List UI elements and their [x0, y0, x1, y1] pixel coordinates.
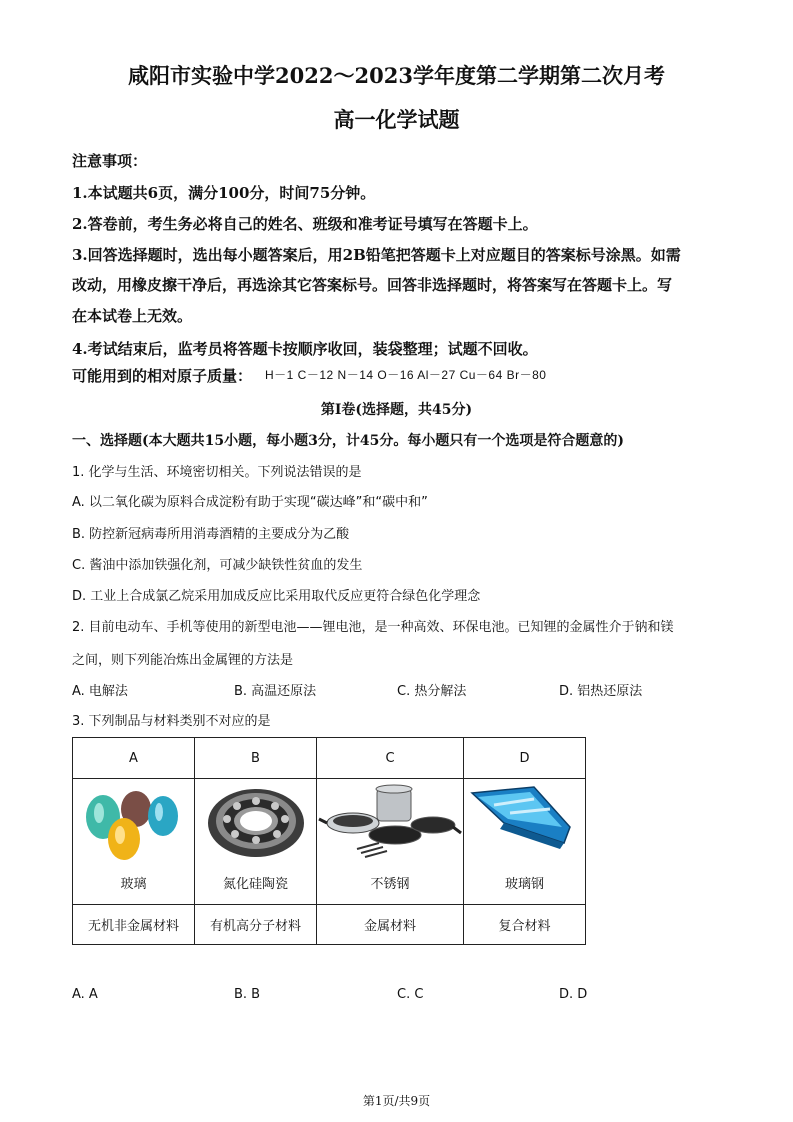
q2-option-b: B. 高温还原法 — [234, 684, 317, 699]
notice-item-3: 3.回答选择题时，选出每小题答案后，用2B铅笔把答题卡上对应题目的答案标号涂黑。如需 — [72, 246, 681, 264]
section-choice: 一、选择题(本大题共15小题，每小题3分，计45分。每小题只有一个选项是符合题意的) — [72, 433, 624, 449]
q1-option-c: C. 酱油中添加铁强化剂，可减少缺铁性贫血的发生 — [72, 558, 363, 573]
q2-option-d: D. 铝热还原法 — [559, 684, 643, 699]
part1-title: 第I卷(选择题，共45分) — [320, 402, 473, 418]
cell-glass — [73, 779, 195, 905]
boat-image — [464, 783, 585, 863]
material-inorganic: 无机非金属材料 — [73, 905, 195, 945]
notice-item-3-cont: 改动，用橡皮擦干净后，再选涂其它答案标号。回答非选择题时，将答案写在答题卡上。写 — [72, 276, 673, 294]
notice-heading: 注意事项： — [72, 152, 148, 170]
bearing-image — [195, 783, 316, 863]
glass-vases-image — [73, 783, 194, 863]
product-glass: 玻璃 — [120, 877, 147, 892]
materials-table — [72, 737, 586, 945]
q1-option-b: B. 防控新冠病毒所用消毒酒精的主要成分为乙酸 — [72, 527, 350, 542]
product-steel: 不锈钢 — [370, 877, 410, 892]
exam-subject: 高一化学试题 — [333, 107, 460, 132]
header-d: D — [464, 738, 586, 779]
q3-stem: 3. 下列制品与材料类别不对应的是 — [72, 714, 271, 729]
q1-stem: 1. 化学与生活、环境密切相关。下列说法错误的是 — [72, 465, 362, 480]
cookware-image — [317, 783, 463, 863]
notice-item-1: 1.本试题共6页，满分100分，时间75分钟。 — [72, 184, 376, 202]
header-a: A — [73, 738, 195, 779]
material-polymer: 有机高分子材料 — [195, 905, 317, 945]
q3-option-d: D. D — [559, 987, 588, 1002]
product-ceramic: 氮化硅陶瓷 — [222, 877, 288, 892]
atomic-mass-label: 可能用到的相对原子质量： — [72, 367, 253, 385]
header-c: C — [317, 738, 464, 779]
q3-option-c: C. C — [397, 987, 424, 1002]
cell-frp — [464, 779, 586, 905]
notice-item-4: 4.考试结束后，监考员将答题卡按顺序收回，装袋整理；试题不回收。 — [72, 340, 538, 358]
material-metal: 金属材料 — [317, 905, 464, 945]
q1-option-d: D. 工业上合成氯乙烷采用加成反应比采用取代反应更符合绿色化学理念 — [72, 589, 481, 604]
q3-option-a: A. A — [72, 987, 98, 1002]
q3-option-b: B. B — [234, 987, 261, 1002]
exam-title: 咸阳市实验中学2022～2023学年度第二学期第二次月考 — [128, 63, 665, 88]
page-footer: 第1页/共9页 — [362, 1094, 431, 1108]
q2-option-c: C. 热分解法 — [397, 684, 467, 699]
cell-steel — [317, 779, 464, 905]
q2-stem-line1: 2. 目前电动车、手机等使用的新型电池——锂电池，是一种高效、环保电池。已知锂的金属性介于钠和镁 — [72, 620, 674, 635]
cell-ceramic — [195, 779, 317, 905]
q2-stem-line2: 之间，则下列能冶炼出金属锂的方法是 — [72, 653, 294, 668]
q1-option-a: A. 以二氧化碳为原料合成淀粉有助于实现“碳达峰”和“碳中和” — [72, 495, 428, 510]
atomic-mass-values: H－1 C－12 N－14 O－16 Al－27 Cu－64 Br－80 — [265, 368, 547, 382]
notice-item-2: 2.答卷前，考生务必将自己的姓名、班级和准考证号填写在答题卡上。 — [72, 215, 538, 233]
product-frp: 玻璃钢 — [504, 877, 544, 892]
material-composite: 复合材料 — [464, 905, 586, 945]
q2-option-a: A. 电解法 — [72, 684, 128, 699]
notice-item-3-cont2: 在本试卷上无效。 — [72, 307, 193, 325]
header-b: B — [195, 738, 317, 779]
